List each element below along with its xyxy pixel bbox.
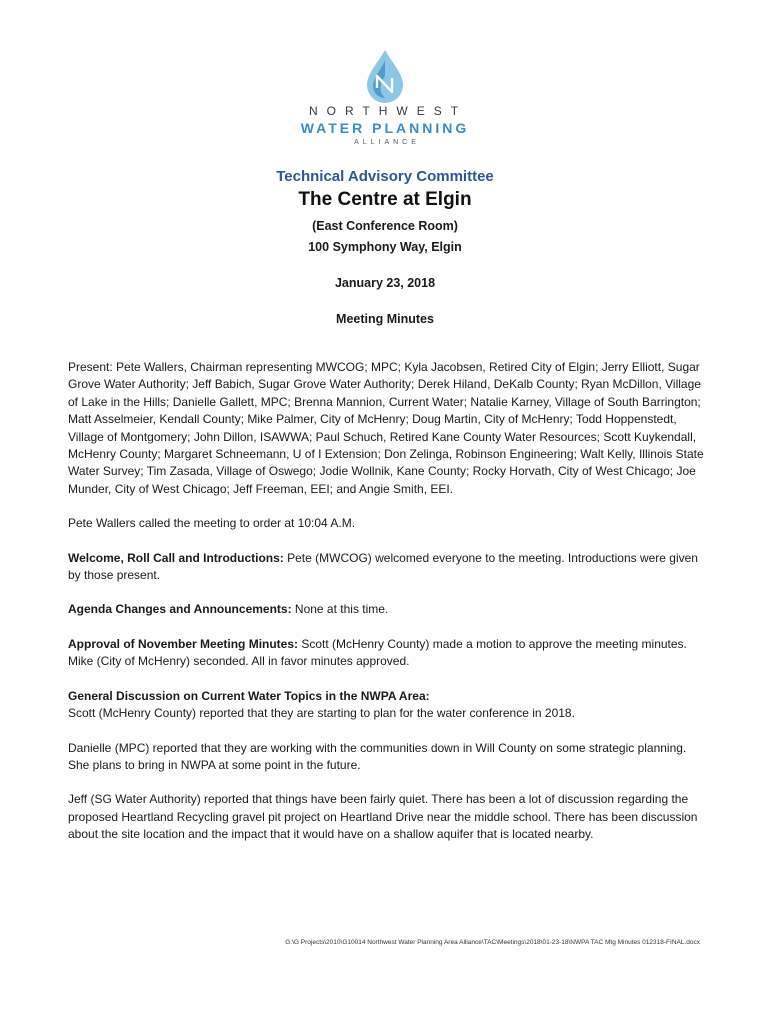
- water-drop-icon: [363, 48, 407, 104]
- approval-paragraph: [68, 636, 704, 671]
- logo-text-northwest: NORTHWEST: [308, 104, 468, 118]
- discussion-text: Scott (McHenry County) reported that they are starting to plan for the water conference in 2018.: [68, 706, 575, 721]
- call-to-order-paragraph: Pete Wallers called the meeting to order at 10:04 A.M.: [68, 516, 356, 531]
- agenda-text: None at this time.: [291, 602, 389, 617]
- approval-heading: Approval of November Meeting Minutes:: [68, 636, 299, 651]
- minutes-body: [68, 359, 704, 861]
- address-line: 100 Symphony Way, Elgin: [308, 240, 462, 254]
- agenda-heading: Agenda Changes and Announcements:: [68, 602, 292, 617]
- welcome-heading: Welcome, Roll Call and Introductions:: [68, 550, 284, 565]
- welcome-text: Pete (MWCOG) welcomed everyone to the meeting. Introductions were given by those present.: [68, 550, 698, 583]
- room-line: (East Conference Room): [312, 219, 458, 233]
- nwpa-logo: [287, 48, 483, 154]
- welcome-paragraph: [68, 550, 704, 585]
- agenda-paragraph: [68, 601, 704, 618]
- approval-text: Scott (McHenry County) made a motion to approve the meeting minutes. Mike (City of McHenry) seconded. All in favor minutes approved.: [68, 636, 687, 669]
- file-path-footer: G:\G Projects\2010\G10014 Northwest Water Planning Area Alliance\TAC\Meetings\2018\01-23-18\NWPA TAC Mtg Minutes 012318-FINAL.docx: [285, 939, 700, 946]
- committee-title: Technical Advisory Committee: [276, 168, 494, 185]
- document-title: Meeting Minutes: [336, 312, 434, 326]
- jeff-paragraph: Jeff (SG Water Authority) reported that things have been fairly quiet. There has been a lot of discussion regarding the proposed Heartland Recycling gravel pit project on Heartland Drive near the middle school. There has been discussion about the site location and the impact that it would have on a shallow aquifer that is located nearby.: [68, 792, 698, 842]
- logo-text-water-planning: WATER PLANNING: [300, 120, 470, 136]
- meeting-date: January 23, 2018: [334, 276, 436, 290]
- danielle-paragraph: Danielle (MPC) reported that they are working with the communities down in Will County on some strategic planning. She plans to bring in NWPA at some point in the future.: [68, 740, 687, 772]
- discussion-heading: General Discussion on Current Water Topics in the NWPA Area:: [68, 688, 430, 703]
- attendees-paragraph: Present: Pete Wallers, Chairman representing MWCOG; MPC; Kyla Jacobsen, Retired City of Elgin; Jerry Elliott, Sugar Grove Water Authority; Jeff Babich, Sugar Grove Water Authority; Derek Hiland, DeKalb County; Ryan McDillon, Village of Lake in the Hills; Danielle Gallett, MPC; Brenna Mannion, Current Water; Natalie Karney, Village of South Barrington; Matt Asselmeier, Kendall County; Mike Palmer, City of McHenry; Doug Martin, City of McHenry; Todd Hoppenstedt, Village of Montgomery; John Dillon, ISAWWA; Paul Schuch, Retired Kane County Water Resources; Scott Kuykendall, McHenry County; Margaret Schneemann, U of I Extension; Don Zelinga, Robinson Engineering; Walt Kelly, Illinois State Water Survey; Tim Zasada, Village of Oswego; Jodie Wollnik, Kane County; Rocky Horvath, City of West Chicago; Joe Munder, City of West Chicago; Jeff Freeman, EEI; and Angie Smith, EEI.: [68, 360, 704, 496]
- discussion-paragraph: [68, 688, 704, 723]
- venue-title: The Centre at Elgin: [298, 189, 472, 210]
- logo-text-alliance: ALLIANCE: [354, 139, 420, 146]
